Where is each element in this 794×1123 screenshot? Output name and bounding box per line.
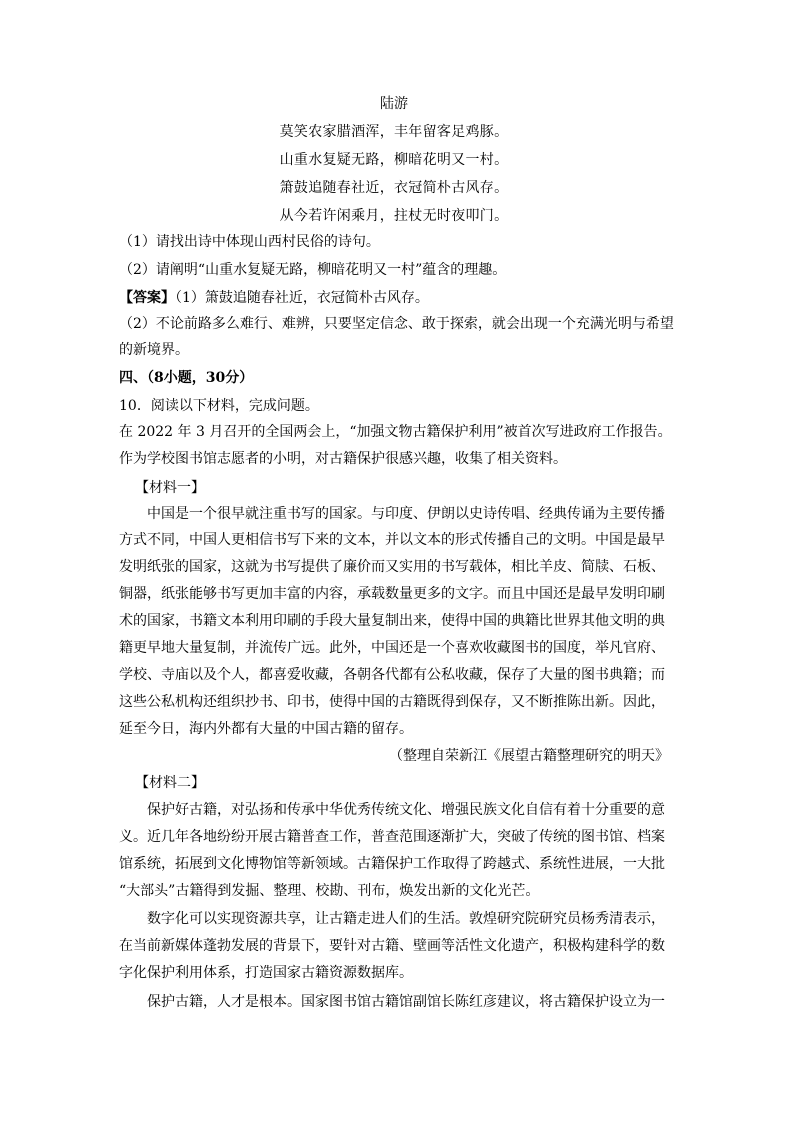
question-10-stem: 10．阅读以下材料，完成问题。 bbox=[119, 398, 319, 414]
answer-text: （1）箫鼓追随春社近，衣冠简朴古风存。 bbox=[175, 290, 429, 306]
answer-line-3: 的新境界。 bbox=[119, 342, 189, 358]
answer-label: 【答案】 bbox=[119, 290, 175, 306]
answer-line-1 bbox=[119, 288, 669, 308]
material-2-line: “大部头”古籍得到发掘、整理、校勘、刊布，焕发出新的文化光芒。 bbox=[119, 883, 540, 899]
material-1-heading: 【材料一】 bbox=[135, 480, 205, 496]
question-10-intro: 作为学校图书馆志愿者的小明，对古籍保护很感兴趣，收集了相关资料。 bbox=[119, 451, 567, 467]
material-1-line: 铜器，纸张能够书写更加丰富的内容，承载数量更多的文字。而且中国还是最早发明印刷 bbox=[119, 586, 665, 602]
material-1-line: 学校、寺庙以及个人，都喜爱收藏，各朝各代都有公私收藏，保存了大量的图书典籍；而 bbox=[119, 667, 665, 683]
poem-line: 莫笑农家腊酒浑，丰年留客足鸡豚。 bbox=[279, 124, 509, 140]
poem-author: 陆游 bbox=[380, 96, 408, 112]
poem-line: 从今若许闲乘月，拄杖无时夜叩门。 bbox=[279, 208, 509, 224]
material-2-line: 在当前新媒体蓬勃发展的背景下，要针对古籍、壁画等活性文化遗产，积极构建科学的数 bbox=[119, 938, 665, 954]
question-2: （2）请阐明“山重水复疑无路，柳暗花明又一村”蕴含的理趣。 bbox=[119, 262, 507, 278]
poem-line: 山重水复疑无路，柳暗花明又一村。 bbox=[279, 152, 509, 168]
material-2-line: 数字化可以实现资源共享，让古籍走进人们的生活。敦煌研究院研究员杨秀清表示， bbox=[147, 911, 665, 927]
section-title: 四、（8小题，30分） bbox=[119, 370, 254, 386]
material-1-line: 术的国家，书籍文本利用印刷的手段大量复制出来，使得中国的典籍比世界其他文明的典 bbox=[119, 613, 665, 629]
poem-line: 箫鼓追随春社近，衣冠简朴古风存。 bbox=[279, 180, 509, 196]
material-2-heading: 【材料二】 bbox=[135, 775, 205, 791]
material-1-line: 延至今日，海内外都有大量的中国古籍的留存。 bbox=[119, 721, 413, 737]
material-1-line: 发明纸张的国家，这就为书写提供了廉价而又实用的书写载体，相比羊皮、简牍、石板、 bbox=[119, 559, 665, 575]
material-2-line: 保护古籍，人才是根本。国家图书馆古籍馆副馆长陈红彦建议，将古籍保护设立为一 bbox=[147, 994, 665, 1010]
material-2-line: 保护好古籍，对弘扬和传承中华优秀传统文化、增强民族文化自信有着十分重要的意 bbox=[147, 802, 665, 818]
answer-line-2: （2）不论前路多么难行、难辨，只要坚定信念、敢于探索，就会出现一个充满光明与希望 bbox=[119, 316, 674, 332]
material-1-line: 这些公私机构还组织抄书、印书，使得中国的古籍既得到保存，又不断推陈出新。因此， bbox=[119, 694, 665, 710]
question-10-intro: 在 2022 年 3 月召开的全国两会上，“加强文物古籍保护利用”被首次写进政府工作报告。 bbox=[119, 424, 672, 440]
material-2-line: 字化保护利用体系，打造国家古籍资源数据库。 bbox=[119, 965, 413, 981]
material-1-line: 籍更早地大量复制，并流传广远。此外，中国还是一个喜欢收藏图书的国度，举凡官府、 bbox=[119, 640, 665, 656]
material-2-line: 义。近几年各地纷纷开展古籍普查工作，普查范围逐渐扩大，突破了传统的图书馆、档案 bbox=[119, 829, 665, 845]
material-1-line: 方式不同，中国人更相信书写下来的文本，并以文本的形式传播自己的文明。中国是最早 bbox=[119, 532, 665, 548]
material-2-line: 馆系统，拓展到文化博物馆等新领域。古籍保护工作取得了跨越式、系统性进展，一大批 bbox=[119, 856, 665, 872]
material-1-line: 中国是一个很早就注重书写的国家。与印度、伊朗以史诗传唱、经典传诵为主要传播 bbox=[147, 506, 665, 522]
material-1-source: （整理自荣新江《展望古籍整理研究的明天》 bbox=[389, 748, 669, 764]
question-1: （1）请找出诗中体现山西村民俗的诗句。 bbox=[119, 234, 380, 250]
